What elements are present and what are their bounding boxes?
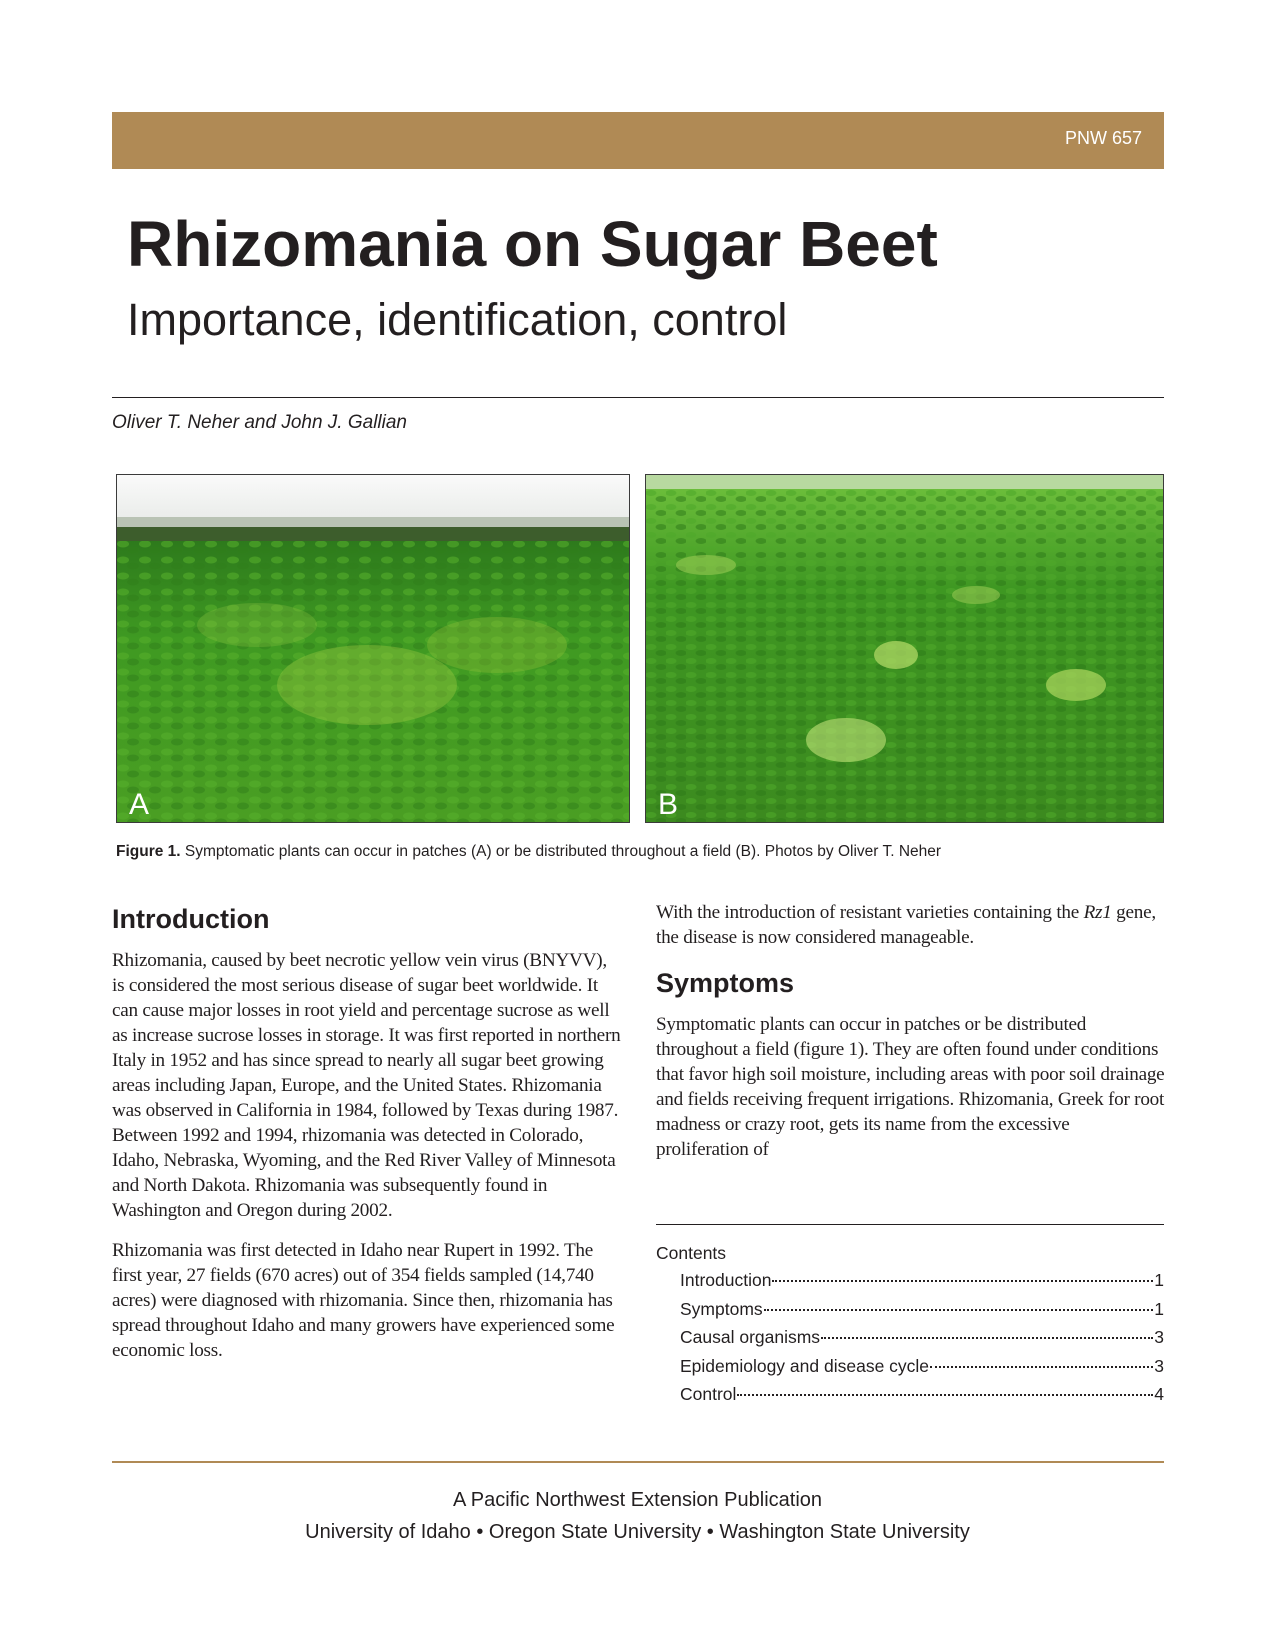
footer-universities-line: University of Idaho • Oregon State University • Washington State University bbox=[305, 1521, 970, 1543]
caption-label: Figure 1. bbox=[116, 843, 181, 860]
toc-page: 1 bbox=[1154, 1270, 1164, 1290]
footer-publication-line: A Pacific Northwest Extension Publication bbox=[452, 1489, 823, 1511]
toc-item-control[interactable] bbox=[680, 1380, 1164, 1409]
photo-a bbox=[116, 474, 630, 823]
table-of-contents bbox=[656, 1240, 1164, 1409]
header-band bbox=[112, 112, 1164, 169]
toc-item-causal-organisms[interactable] bbox=[680, 1323, 1164, 1352]
toc-item-symptoms[interactable] bbox=[680, 1295, 1164, 1324]
toc-leader bbox=[821, 1337, 1153, 1339]
gene-name: Rz1 bbox=[1083, 902, 1112, 923]
toc-leader bbox=[764, 1309, 1154, 1311]
toc-page: 4 bbox=[1154, 1384, 1164, 1404]
beet-field-photo-b bbox=[646, 475, 1163, 822]
introduction-heading: Introduction bbox=[112, 904, 270, 934]
continuation-text-2: gene, the disease is now considered manageable. bbox=[656, 902, 1156, 948]
toc-item-epidemiology[interactable] bbox=[680, 1352, 1164, 1381]
toc-item-introduction[interactable] bbox=[680, 1266, 1164, 1295]
toc-page: 3 bbox=[1154, 1327, 1164, 1347]
page-subtitle: Importance, identification, control bbox=[127, 294, 788, 345]
toc-page: 3 bbox=[1154, 1355, 1164, 1376]
introduction-continuation bbox=[656, 900, 1166, 950]
symptoms-paragraph-1: Symptomatic plants can occur in patches or be distributed throughout a field (figure 1). They are often found under conditions that favor high soil moisture, including areas with poor soil drainage and fields receiving frequent irrigations. Rhizomania, Greek for root madness or crazy root, gets its name from the excessive proliferation of bbox=[656, 1014, 1165, 1160]
toc-label: Control bbox=[680, 1384, 737, 1404]
contents-title: Contents bbox=[656, 1243, 727, 1263]
right-column bbox=[656, 900, 1166, 1162]
caption-text: Symptomatic plants can occur in patches (A) or be distributed throughout a field (B). Photos by Oliver T. Neher bbox=[180, 843, 942, 860]
divider bbox=[112, 397, 1164, 398]
photo-a-label: A bbox=[129, 788, 150, 821]
beet-field-photo-a bbox=[117, 475, 629, 822]
toc-label: Symptoms bbox=[680, 1298, 763, 1319]
toc-leader bbox=[930, 1366, 1153, 1368]
toc-leader bbox=[772, 1280, 1153, 1282]
introduction-paragraph-2: Rhizomania was first detected in Idaho near Rupert in 1992. The first year, 27 fields (670 acres) out of 354 fields sampled (14,740 acres) were diagnosed with rhizomania. Since then, rhizomania has spread throughout Idaho and many growers have experienced some economic loss. bbox=[112, 1240, 615, 1361]
introduction-paragraph-1: Rhizomania, caused by beet necrotic yellow vein virus (BNYVV), is considered the most serious disease of sugar beet worldwide. It can cause major losses in root yield and percentage sucrose as well as increase sucrose losses in storage. It was first reported in northern Italy in 1952 and has since spread to nearly all sugar beet growing areas including Japan, Europe, and the United States. Rhizomania was observed in California in 1984, followed by Texas during 1987. Between 1992 and 1994, rhizomania was detected in Colorado, Idaho, Nebraska, Wyoming, and the Red River Valley of Minnesota and North Dakota. Rhizomania was subsequently found in Washington and Oregon during 2002. bbox=[112, 950, 621, 1221]
toc-label: Epidemiology and disease cycle bbox=[680, 1355, 930, 1376]
authors-line: Oliver T. Neher and John J. Gallian bbox=[112, 412, 408, 433]
contents-divider bbox=[656, 1224, 1164, 1225]
toc-page: 1 bbox=[1154, 1298, 1164, 1319]
photo-b-label: B bbox=[658, 788, 679, 821]
toc-leader bbox=[737, 1394, 1153, 1396]
figure-caption bbox=[116, 843, 1166, 861]
toc-label: Causal organisms bbox=[680, 1327, 821, 1347]
toc-label: Introduction bbox=[680, 1270, 772, 1290]
publication-code: PNW 657 bbox=[1064, 128, 1142, 148]
symptoms-heading: Symptoms bbox=[656, 968, 795, 998]
page-title: Rhizomania on Sugar Beet bbox=[127, 208, 938, 280]
left-column bbox=[112, 902, 622, 1363]
footer-divider bbox=[112, 1461, 1164, 1463]
photo-b bbox=[645, 474, 1164, 823]
continuation-text-1: With the introduction of resistant varieties containing the bbox=[656, 902, 1084, 923]
